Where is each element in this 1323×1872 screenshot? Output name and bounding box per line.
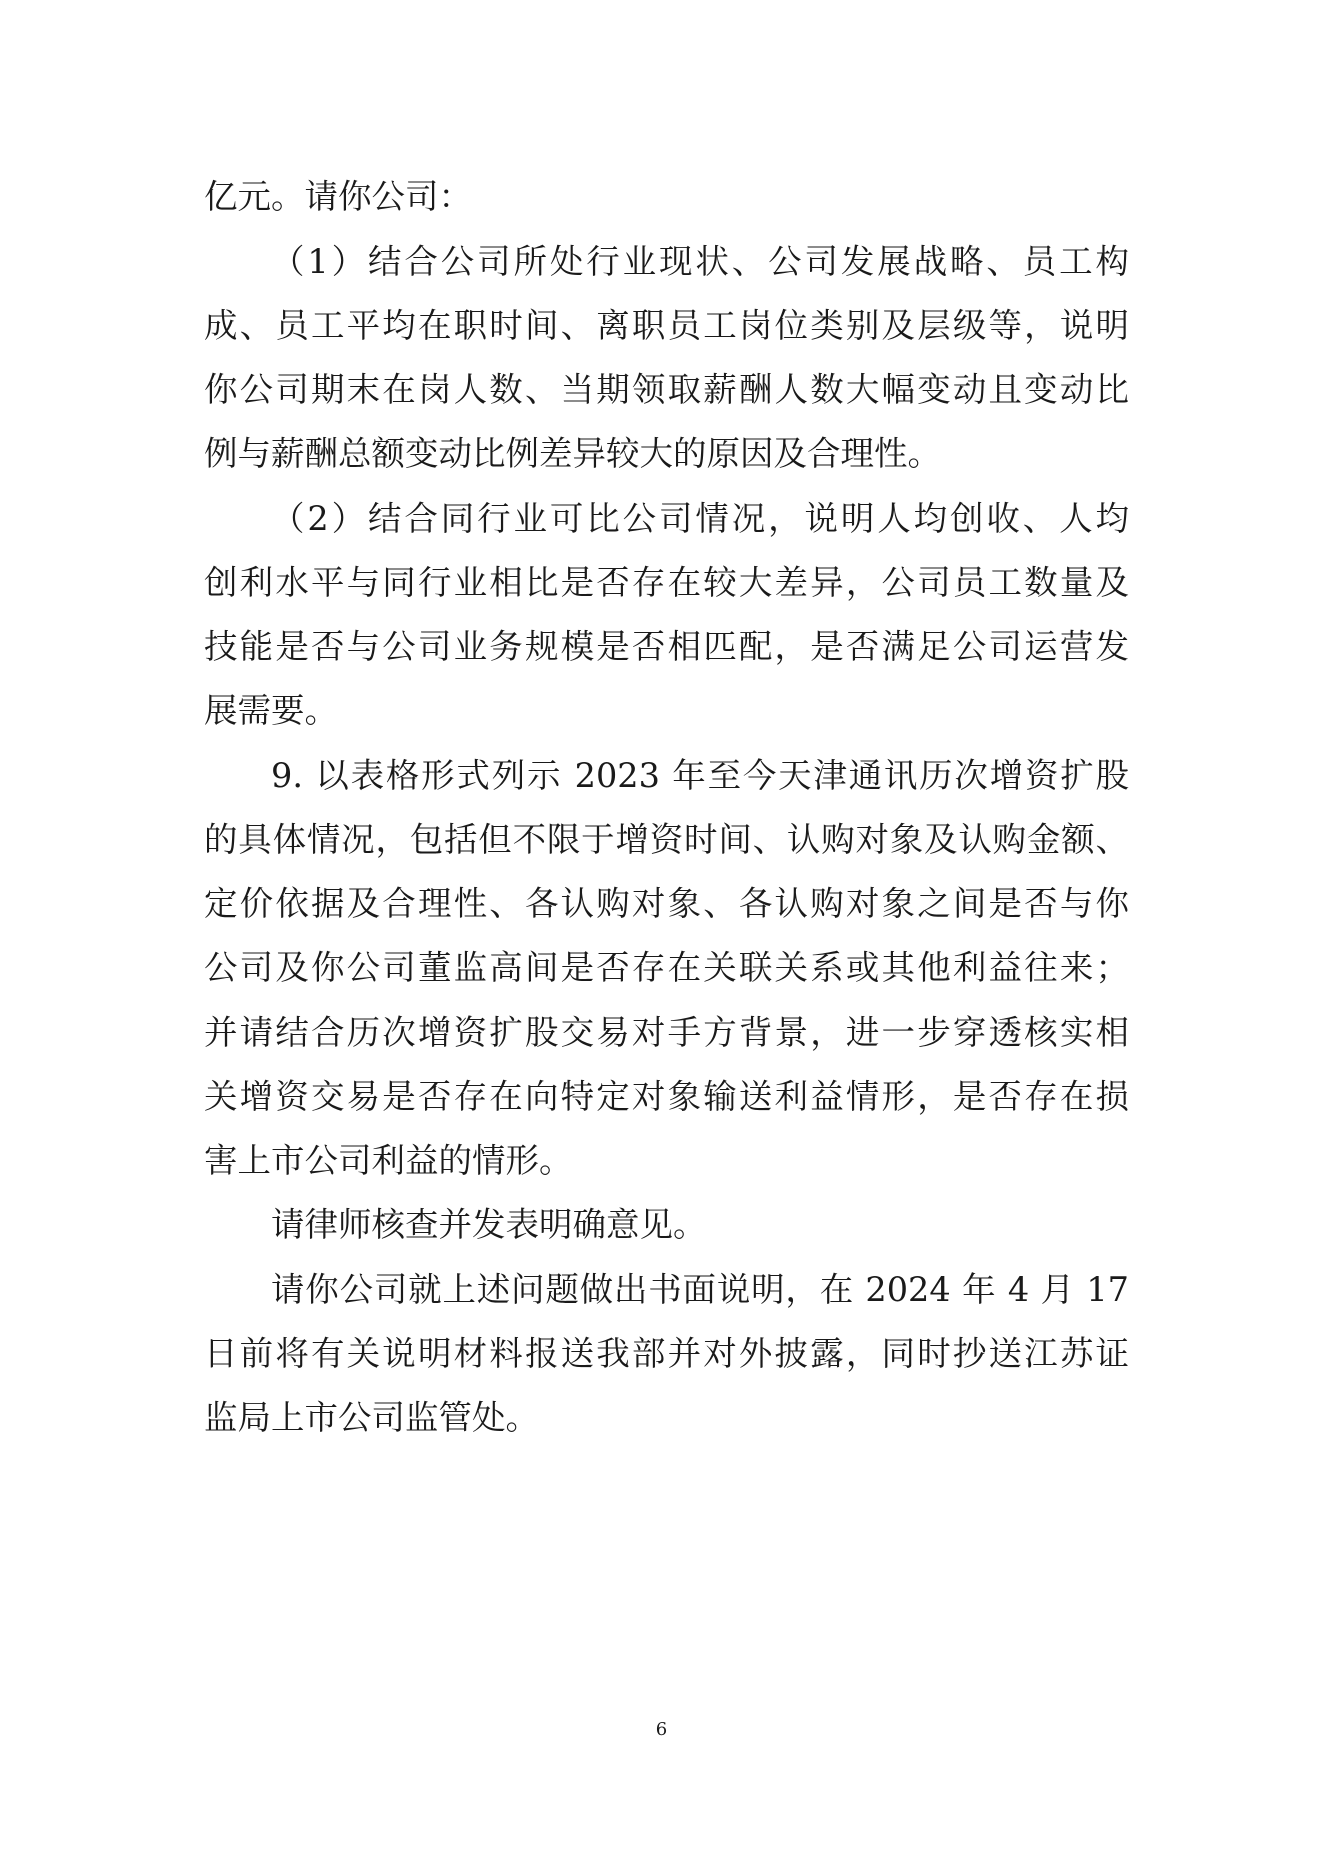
text-line: 并请结合历次增资扩股交易对手方背景，进一步穿透核实相 xyxy=(204,1013,1129,1052)
text-line: （2）结合同行业可比公司情况，说明人均创收、人均 xyxy=(271,499,1129,538)
page-number: 6 xyxy=(655,1719,668,1740)
text-line: 例与薪酬总额变动比例差异较大的原因及合理性。 xyxy=(204,434,941,473)
text-line: 亿元。请你公司： xyxy=(204,177,472,216)
text-line: 请律师核查并发表明确意见。 xyxy=(271,1205,707,1244)
text-line: 展需要。 xyxy=(204,691,338,730)
text-line: 技能是否与公司业务规模是否相匹配，是否满足公司运营发 xyxy=(204,627,1129,666)
text-line: 9. 以表格形式列示 2023 年至今天津通讯历次增资扩股 xyxy=(271,756,1129,795)
text-line: 定价依据及合理性、各认购对象、各认购对象之间是否与你 xyxy=(204,884,1129,923)
text-line: （1）结合公司所处行业现状、公司发展战略、员工构 xyxy=(271,242,1129,281)
text-line: 成、员工平均在职时间、离职员工岗位类别及层级等，说明 xyxy=(204,306,1129,345)
text-line: 害上市公司利益的情形。 xyxy=(204,1141,573,1180)
text-line: 请你公司就上述问题做出书面说明，在 2024 年 4 月 17 xyxy=(271,1270,1129,1309)
text-line: 关增资交易是否存在向特定对象输送利益情形，是否存在损 xyxy=(204,1077,1129,1116)
text-line: 公司及你公司董监高间是否存在关联关系或其他利益往来； xyxy=(204,948,1129,987)
text-line: 创利水平与同行业相比是否存在较大差异，公司员工数量及 xyxy=(204,563,1129,602)
text-line: 的具体情况，包括但不限于增资时间、认购对象及认购金额、 xyxy=(204,820,1129,859)
text-line: 日前将有关说明材料报送我部并对外披露，同时抄送江苏证 xyxy=(204,1334,1129,1373)
text-line: 监局上市公司监管处。 xyxy=(204,1398,539,1437)
text-line: 你公司期末在岗人数、当期领取薪酬人数大幅变动且变动比 xyxy=(204,370,1129,409)
